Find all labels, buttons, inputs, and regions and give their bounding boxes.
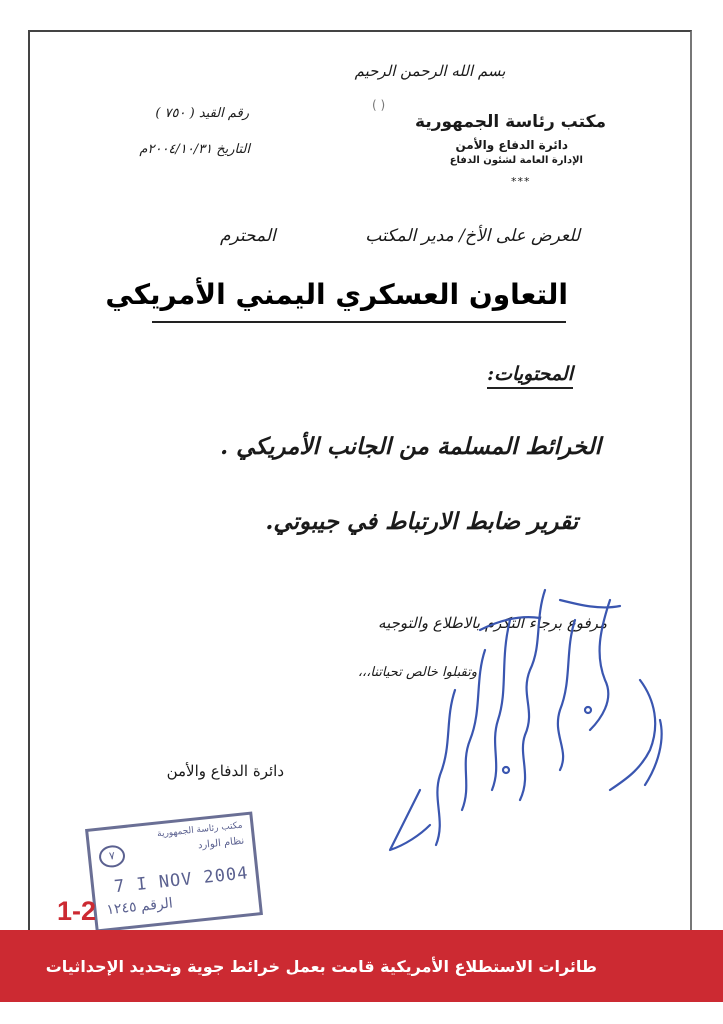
closing-request: مرفوع برجاء التكرم بالاطلاع والتوجيه — [378, 614, 607, 632]
stamp-system: نظام الوارد — [197, 835, 245, 852]
stamp-registration: الرقم ١٢٤٥ — [105, 895, 174, 919]
received-stamp — [85, 812, 263, 933]
contents-label: المحتويات: — [487, 363, 573, 389]
caption-banner — [0, 930, 723, 1002]
contents-item: الخرائط المسلمة من الجانب الأمريكي . — [220, 433, 601, 460]
small-mark: ( ) — [372, 98, 386, 112]
honorific: المحترم — [220, 226, 276, 246]
signoff: دائرة الدفاع والأمن — [166, 762, 284, 780]
office-name: مكتب رئاسة الجمهورية — [415, 112, 606, 132]
closing-regards: وتقبلوا خالص تحياتنا،،، — [357, 665, 477, 680]
recipient: للعرض على الأخ/ مدير المكتب — [365, 226, 580, 246]
stamp-date: 7 I NOV 2004 — [113, 863, 250, 898]
department-name: دائرة الدفاع والأمن — [455, 138, 568, 152]
handwritten-annotation — [357, 560, 680, 890]
registry-date: التاريخ ٢٠٠٤/١٠/٣١م — [139, 142, 250, 157]
registry-number: رقم القيد ( ٧٥٠ ) — [155, 106, 249, 121]
contents-item: تقرير ضابط الارتباط في جيبوتي. — [265, 508, 578, 535]
stamp-office: مكتب رئاسة الجمهورية — [156, 820, 244, 840]
administration-name: الإدارة العامة لشئون الدفاع — [449, 155, 583, 166]
title-underline — [152, 321, 566, 323]
stamp-serial: ٧ — [98, 844, 126, 869]
document-title: التعاون العسكري اليمني الأمريكي — [105, 278, 568, 311]
stars-divider: *** — [511, 175, 531, 188]
caption-text: طائرات الاستطلاع الأمريكية قامت بعمل خرائط جوية وتحديد الإحداثيات — [45, 956, 597, 976]
basmala: بسم الله الرحمن الرحيم — [354, 62, 506, 80]
figure-number: 1-2 — [57, 896, 97, 926]
